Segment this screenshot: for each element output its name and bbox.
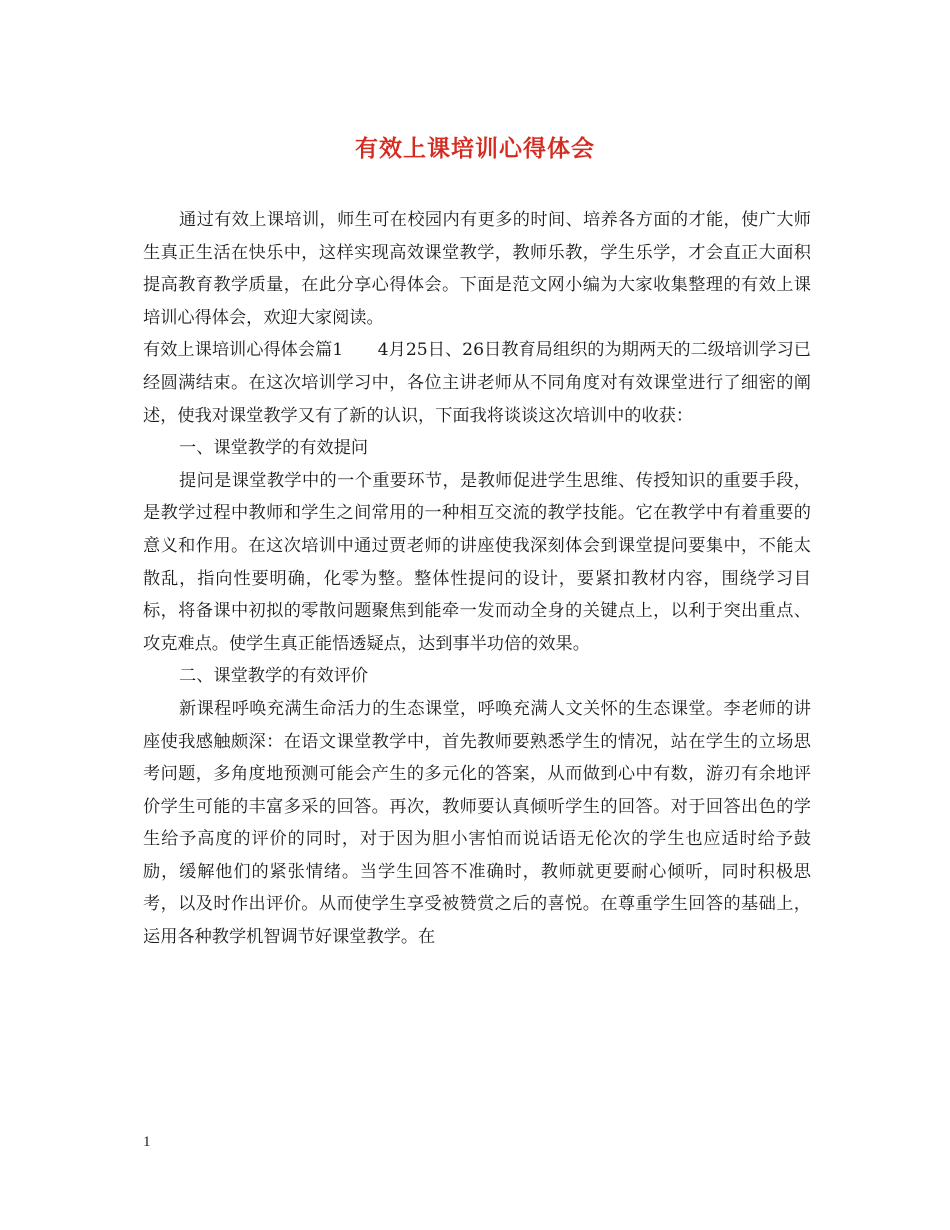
document-body: [143, 204, 811, 954]
intro-paragraph: 通过有效上课培训，师生可在校园内有更多的时间、培养各方面的才能，使广大师生真正生活在快乐中，这样实现高效课堂教学，教师乐教，学生乐学，才会直正大面积提高教育教学质量，在此分享心得体会。下面是范文网小编为大家收集整理的有效上课培训心得体会，欢迎大家阅读。: [143, 210, 811, 328]
section-heading-2: 二、课堂教学的有效评价: [179, 666, 369, 687]
section-intro-paragraph: 有效上课培训心得体会篇1 4月25日、26日教育局组织的为期两天的二级培训学习已经圆满结束。在这次培训学习中，各位主讲老师从不同角度对有效课堂进行了细密的阐述，使我对课堂教学又有了新的认识，下面我将谈谈这次培训中的收获：: [143, 340, 811, 426]
section-1-paragraph: 提问是课堂教学中的一个重要环节，是教师促进学生思维、传授知识的重要手段，是教学过程中教师和学生之间常用的一种相互交流的教学技能。它在教学中有着重要的意义和作用。在这次培训中通过贾老师的讲座使我深刻体会到课堂提问要集中，不能太散乱，指向性要明确，化零为整。整体性提问的设计，要紧扣教材内容，围绕学习目标，将备课中初拟的零散问题聚焦到能牵一发而动全身的关键点上，以利于突出重点、攻克难点。使学生真正能悟透疑点，达到事半功倍的效果。: [143, 470, 811, 654]
page-number: 1: [143, 1134, 151, 1150]
section-heading-1: 一、课堂教学的有效提问: [179, 438, 369, 459]
section-2-paragraph: 新课程呼唤充满生命活力的生态课堂，呼唤充满人文关怀的生态课堂。李老师的讲座使我感触颇深：在语文课堂教学中，首先教师要熟悉学生的情况，站在学生的立场思考问题，多角度地预测可能会产生的多元化的答案，从而做到心中有数，游刃有余地评价学生可能的丰富多采的回答。再次，教师要认真倾听学生的回答。对于回答出色的学生给予高度的评价的同时，对于因为胆小害怕而说话语无伦次的学生也应适时给予鼓励，缓解他们的紧张情绪。当学生回答不准确时，教师就更要耐心倾听，同时积极思考，以及时作出评价。从而使学生享受被赞赏之后的喜悦。在尊重学生回答的基础上，运用各种教学机智调节好课堂教学。在: [143, 698, 811, 948]
document-title: 有效上课培训心得体会: [355, 135, 595, 162]
